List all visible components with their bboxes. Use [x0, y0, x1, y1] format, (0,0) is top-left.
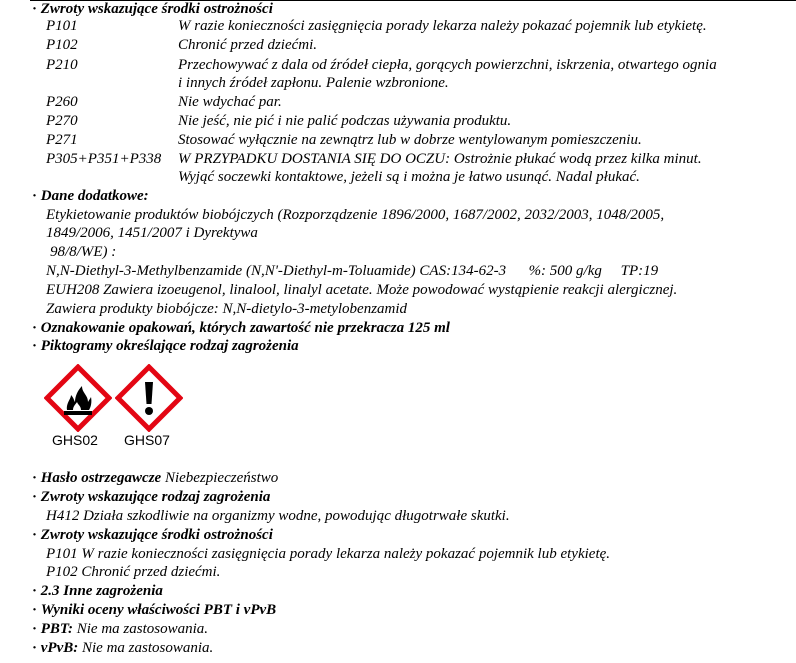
additional-line: N,N-Diethyl-3-Methylbenzamide (N,N'-Diethyl-m-Toluamide) CAS:134-62-3 %: 500 g/kg TP:19 [46, 263, 659, 279]
precaution-text: Chronić przed dziećmi. [178, 37, 318, 53]
signal-word: Niebezpieczeństwo [164, 470, 279, 486]
pictogram-code: GHS07 [124, 432, 170, 448]
precaution-code: P101 [46, 18, 78, 34]
exclamation-icon [115, 364, 183, 432]
pbt-row: · PBT: Nie ma zastosowania. [32, 621, 208, 637]
vpvb-value: Nie ma zastosowania. [82, 640, 214, 656]
additional-line: EUH208 Zawiera izoeugenol, linalool, linalyl acetate. Może powodować wystąpienie reakcji alergicznej. [46, 282, 678, 298]
precaution-text: Stosować wyłącznie na zewnątrz lub w dobrze wentylowanym pomieszczeniu. [178, 132, 642, 148]
precaution-code: P260 [46, 94, 78, 110]
flame-icon [44, 364, 112, 432]
vpvb-label: vPvB: [40, 640, 79, 656]
additional-line: 1849/2006, 1451/2007 i Dyrektywa [46, 225, 258, 241]
section-pbt-header: · Wyniki oceny właściwości PBT i vPvB [32, 602, 277, 618]
section-precautions-header: · Zwroty wskazujące środki ostrożności [32, 1, 273, 17]
signal-word-row: · Hasło ostrzegawcze Niebezpieczeństwo [32, 470, 279, 486]
precaution-code: P270 [46, 113, 78, 129]
precaution2-line: P101 W razie konieczności zasięgnięcia porady lekarza należy pokazać pojemnik lub etykietę. [46, 546, 611, 562]
precaution-code: P305+P351+P338 [46, 151, 162, 167]
section-pictogram-header: · Piktogramy określające rodzaj zagrożenia [32, 338, 299, 354]
signal-word-label: Hasło ostrzegawcze [40, 470, 162, 486]
precaution2-line: P102 Chronić przed dziećmi. [46, 564, 221, 580]
vpvb-row: · vPvB: Nie ma zastosowania. [32, 640, 214, 656]
section-other-hazards-header: · 2.3 Inne zagrożenia [32, 583, 163, 599]
hazard-statement: H412 Działa szkodliwie na organizmy wodne, powodując długotrwałe skutki. [46, 508, 510, 524]
section-hazard-header: · Zwroty wskazujące rodzaj zagrożenia [32, 489, 271, 505]
precaution-text: Nie jeść, nie pić i nie palić podczas używania produktu. [178, 113, 512, 129]
pbt-label: PBT: [40, 621, 73, 637]
precaution-code: P271 [46, 132, 78, 148]
precaution-text: W razie konieczności zasięgnięcia porady lekarza należy pokazać pojemnik lub etykietę. [178, 18, 707, 34]
section-small-pack-header: · Oznakowanie opakowań, których zawartość nie przekracza 125 ml [32, 320, 450, 336]
precaution-text-cont: i innych źródeł zapłonu. Palenie wzbronione. [178, 75, 449, 91]
precaution-text-cont: Wyjąć soczewki kontaktowe, jeżeli są i można je łatwo usunąć. Nadal płukać. [178, 169, 640, 185]
precaution-code: P210 [46, 57, 78, 73]
additional-line: Zawiera produkty biobójcze: N,N-dietylo-3-metylobenzamid [46, 301, 408, 317]
section-additional-header: · Dane dodatkowe: [32, 188, 149, 204]
additional-line: Etykietowanie produktów biobójczych (Rozporządzenie 1896/2000, 1687/2002, 2032/2003, 1048/2005, [46, 207, 665, 223]
precaution-text: Nie wdychać par. [178, 94, 282, 110]
pictogram-code: GHS02 [52, 432, 98, 448]
precaution-text: Przechowywać z dala od źródeł ciepła, gorących powierzchni, iskrzenia, otwartego ognia [178, 57, 717, 73]
pbt-value: Nie ma zastosowania. [76, 621, 208, 637]
precaution-code: P102 [46, 37, 78, 53]
section-precautions2-header: · Zwroty wskazujące środki ostrożności [32, 527, 273, 543]
precaution-text: W PRZYPADKU DOSTANIA SIĘ DO OCZU: Ostrożnie płukać wodą przez kilka minut. [178, 151, 702, 167]
additional-line: 98/8/WE) : [50, 244, 117, 260]
